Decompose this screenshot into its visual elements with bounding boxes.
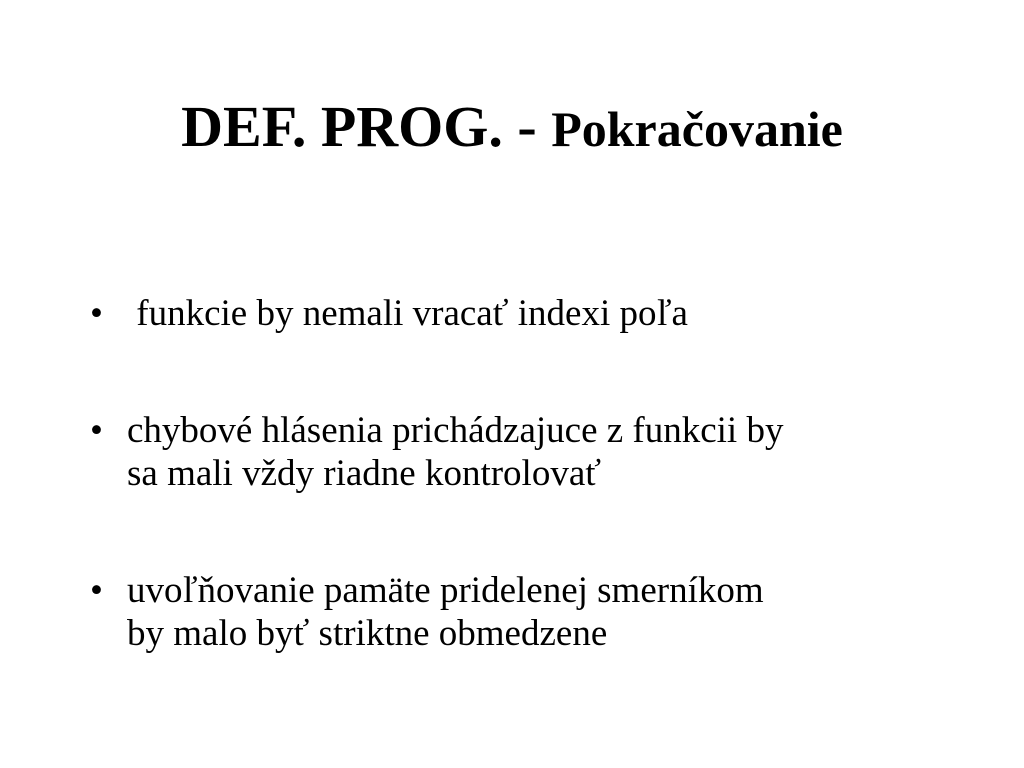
bullet-item-1 (90, 292, 970, 335)
slide-title-sub: Pokračovanie (551, 101, 843, 157)
bullet-text-3: uvoľňovanie pamäte pridelenej smerníkom by malo byť striktne obmedzene (127, 570, 764, 654)
bullet-text-2: chybové hlásenia prichádzajuce z funkcii by sa mali vždy riadne kontrolovať (127, 410, 784, 494)
bullet-item-2 (90, 409, 970, 495)
bullet-item-3 (90, 569, 970, 655)
bullet-list (90, 292, 970, 655)
slide-title-main: DEF. PROG. - (181, 94, 552, 159)
bullet-icon: • (90, 570, 103, 611)
bullet-icon: • (90, 293, 103, 334)
bullet-icon: • (90, 410, 103, 451)
slide-title (0, 94, 1024, 159)
bullet-text-1: funkcie by nemali vracať indexi poľa (127, 293, 688, 334)
